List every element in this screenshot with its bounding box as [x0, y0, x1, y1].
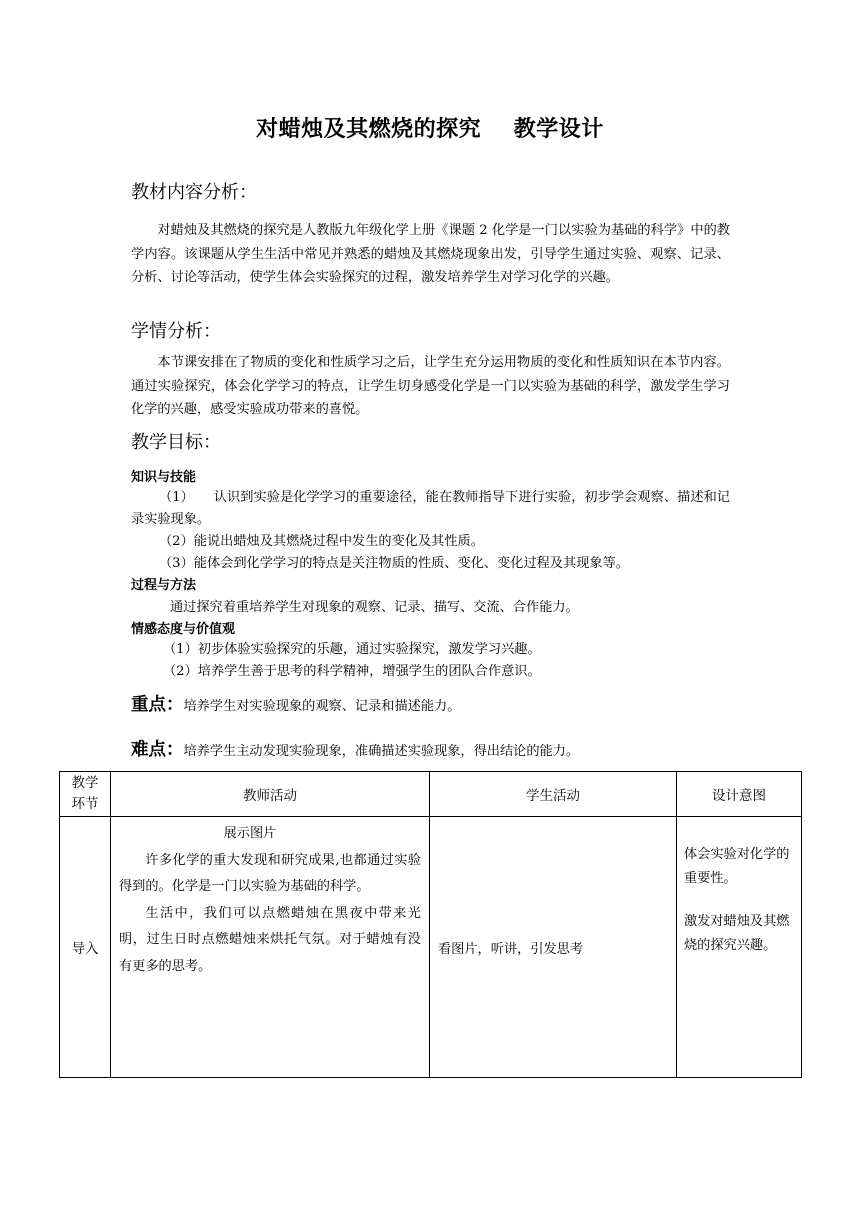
header-teacher-activity: 教师活动 [111, 772, 430, 817]
difficulty-text: 培养学生主动发现实验现象，准确描述实验现象，得出结论的能力。 [183, 744, 580, 759]
goal-emotion-item-1: （1）初步体验实验探究的乐趣，通过实验探究，激发学习兴趣。 [163, 642, 541, 657]
goal-process-text: 通过探究着重培养学生对现象的观察、记录、描写、交流、合作能力。 [170, 600, 579, 615]
stage-cell: 导入 [60, 817, 111, 1078]
textbook-analysis-paragraph: 对蜡烛及其燃烧的探究是人教版九年级化学上册《课题 2 化学是一门以实验为基础的科学》中的教学内容。该课题从学生生活中常见并熟悉的蜡烛及其燃烧现象出发，引导学生通过实验、观察、记录、分析、讨论等活动，使学生体会实验探究的过程，激发培养学生对学习化学的兴趣。 [131, 223, 730, 285]
teacher-activity-cell [111, 817, 430, 1078]
teacher-activity-title: 展示图片 [223, 826, 277, 841]
heading-student-analysis: 学情分析： [131, 321, 221, 342]
difficulty-label: 难点： [131, 740, 184, 760]
subheading-emotion-values: 情感态度与价值观 [131, 622, 236, 637]
goal-knowledge-item-1: （1） 认识到实验是化学学习的重要途径，能在教师指导下进行实验，初步学会观察、描述和记录实验现象。 [131, 490, 730, 527]
heading-textbook-analysis: 教材内容分析： [131, 182, 257, 203]
design-intent-paragraph-2: 激发对蜡烛及其燃烧的探究兴趣。 [684, 914, 790, 953]
goal-knowledge-item-3: （3）能体会到化学学习的特点是关注物质的性质、变化、变化过程及其现象等。 [159, 556, 629, 571]
header-stage: 教学 环节 [60, 772, 111, 817]
goal-knowledge-item-2: （2）能说出蜡烛及其燃烧过程中发生的变化及其性质。 [159, 534, 484, 549]
heading-teaching-goals: 教学目标： [131, 432, 221, 453]
lesson-plan-table [59, 771, 802, 1078]
student-analysis-paragraph: 本节课安排在了物质的变化和性质学习之后，让学生充分运用物质的变化和性质知识在本节内容。通过实验探究，体会化学学习的特点，让学生切身感受化学是一门以实验为基础的科学，激发学生学习化学的兴趣，感受实验成功带来的喜悦。 [131, 355, 730, 417]
subheading-knowledge-skills: 知识与技能 [131, 470, 197, 485]
key-point-text: 培养学生对实验现象的观察、记录和描述能力。 [183, 699, 461, 714]
header-student-activity: 学生活动 [430, 772, 677, 817]
table-header-row [60, 772, 802, 817]
student-activity-cell: 看图片，听讲，引发思考 [430, 817, 677, 1078]
design-intent-cell [677, 817, 802, 1078]
key-point-label: 重点： [131, 695, 184, 715]
design-intent-paragraph-1: 体会实验对化学的重要性。 [684, 847, 790, 886]
subheading-process-method: 过程与方法 [131, 578, 197, 593]
key-point-line [131, 693, 460, 719]
difficulty-line [131, 738, 579, 764]
teacher-activity-paragraph-2: 生活中，我们可以点燃蜡烛在黑夜中带来光明，过生日时点燃蜡烛来烘托气氛。对于蜡烛有没有更多的思考。 [119, 905, 421, 974]
table-row [60, 817, 802, 1078]
goal-emotion-item-2: （2）培养学生善于思考的科学精神，增强学生的团队合作意识。 [163, 664, 541, 679]
page-title: 对蜡烛及其燃烧的探究 教学设计 [256, 117, 604, 142]
header-design-intent: 设计意图 [677, 772, 802, 817]
teacher-activity-paragraph-1: 许多化学的重大发现和研究成果,也都通过实验得到的。化学是一门以实验为基础的科学。 [119, 852, 421, 894]
